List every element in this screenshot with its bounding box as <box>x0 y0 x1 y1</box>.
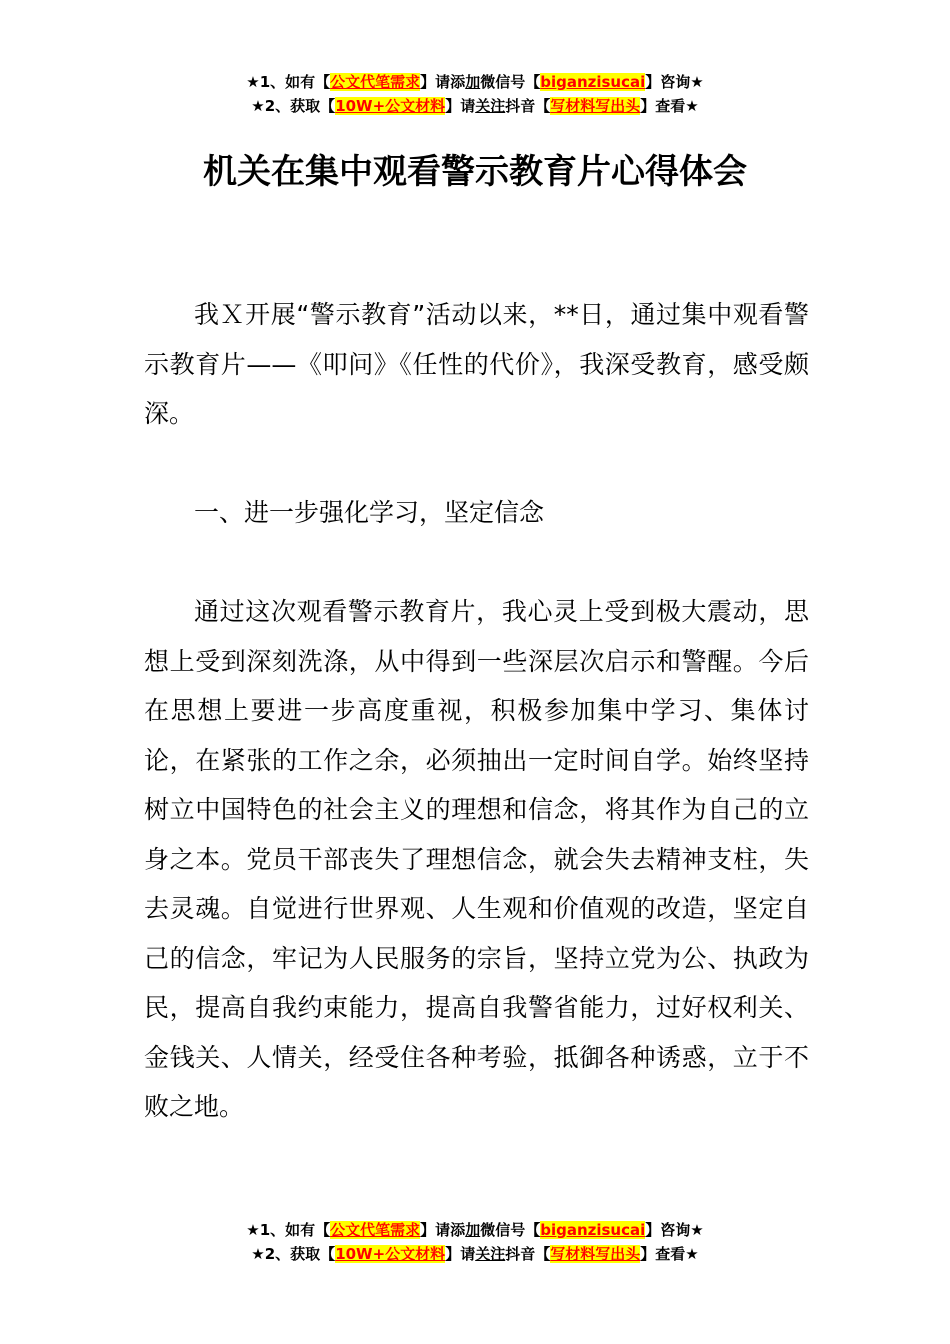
banner-line-2: ★2、获取【10W+公文材料】请关注抖音【写材料写出头】查看★ <box>251 1245 699 1263</box>
highlight-douyin-account: 写材料写出头 <box>550 97 641 115</box>
section-heading-1: 一、进一步强化学习，坚定信念 <box>194 498 545 527</box>
intro-paragraph: 我Ｘ开展“警示教育”活动以来，**日，通过集中观看警示教育片——《叩问》《任性的代价》，我深受教育，感受颇深。 <box>144 300 809 428</box>
highlight-wechat-id: biganzisucai <box>540 73 646 91</box>
highlight-service: 公文代笔需求 <box>330 73 421 91</box>
footer-banner <box>0 1218 950 1266</box>
banner-line-2: ★2、获取【10W+公文材料】请关注抖音【写材料写出头】查看★ <box>251 97 699 115</box>
banner-line-1: ★1、如有【公文代笔需求】请添加微信号【biganzisucai】咨询★ <box>246 1221 704 1239</box>
section-1-paragraph: 通过这次观看警示教育片，我心灵上受到极大震动，思想上受到深刻洗涤，从中得到一些深层次启示和警醒。今后在思想上要进一步高度重视，积极参加集中学习、集体讨论，在紧张的工作之余，必须抽出一定时间自学。始终坚持树立中国特色的社会主义的理想和信念，将其作为自己的立身之本。党员干部丧失了理想信念，就会失去精神支柱，失去灵魂。自觉进行世界观、人生观和价值观的改造，坚定自己的信念，牢记为人民服务的宗旨，坚持立党为公、执政为民，提高自我约束能力，提高自我警省能力，过好权利关、金钱关、人情关，经受住各种考验，抵御各种诱惑，立于不败之地。 <box>144 597 809 1121</box>
document-title: 机关在集中观看警示教育片心得体会 <box>203 152 747 192</box>
highlight-douyin-account: 写材料写出头 <box>550 1245 641 1263</box>
header-banner <box>0 70 950 118</box>
highlight-materials: 10W+公文材料 <box>335 1245 446 1263</box>
highlight-wechat-id: biganzisucai <box>540 1221 646 1239</box>
highlight-service: 公文代笔需求 <box>330 1221 421 1239</box>
highlight-materials: 10W+公文材料 <box>335 97 446 115</box>
banner-line-1: ★1、如有【公文代笔需求】请添加微信号【biganzisucai】咨询★ <box>246 73 704 91</box>
